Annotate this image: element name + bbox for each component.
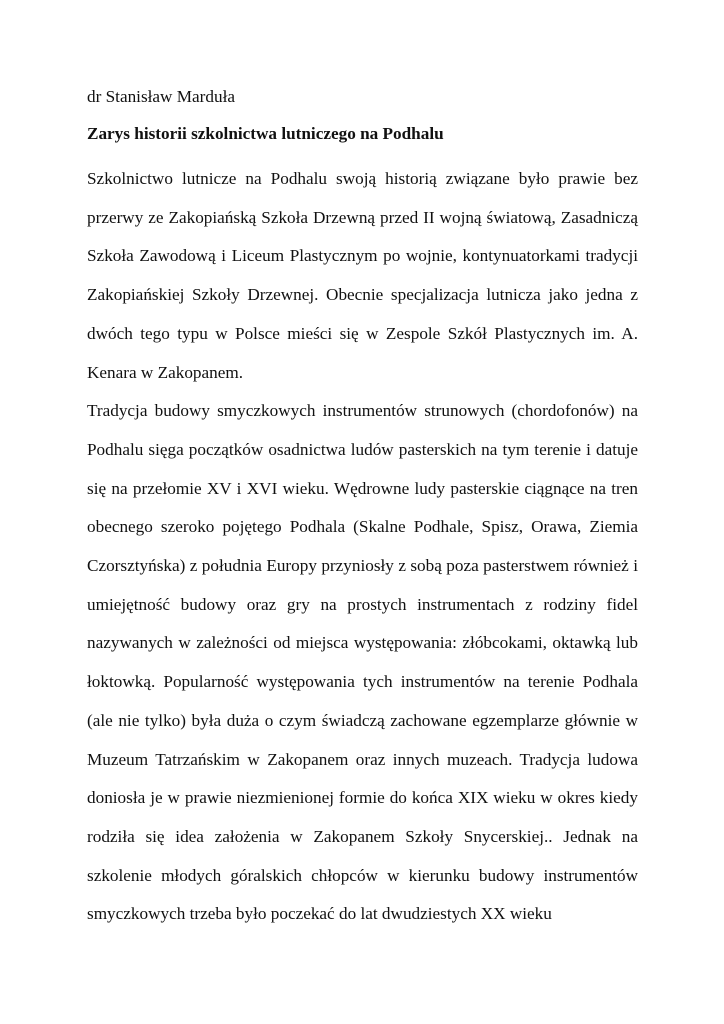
paragraph-1: Szkolnictwo lutnicze na Podhalu swoją historią związane było prawie bez przerwy ze Zakopiańską Szkoła Drzewną przed II wojną światową, Zasadniczą Szkoła Zawodową i Liceum Plastycznym po wojnie, kontynuatorkami tradycji Zakopiańskiej Szkoły Drzewnej. Obecnie specjalizacja lutnicza jako jedna z dwóch tego typu w Polsce mieści się w Zespole Szkół Plastycznych im. A. Kenara w Zakopanem. (87, 169, 638, 382)
paragraph-2: Tradycja budowy smyczkowych instrumentów strunowych (chordofonów) na Podhalu sięga początków osadnictwa ludów pasterskich na tym terenie i datuje się na przełomie XV i XVI wieku. Wędrowne ludy pasterskie ciągnące na tren obecnego szeroko pojętego Podhala (Skalne Podhale, Spisz, Orawa, Ziemia Czorsztyńska) z południa Europy przyniosły z sobą poza pasterstwem również i umiejętność budowy oraz gry na prostych instrumentach z rodziny fidel nazywanych w zależności od miejsca występowania: złóbcokami, oktawką lub łoktowką. Popularność występowania tych instrumentów na terenie Podhala (ale nie tylko) była duża o czym świadczą zachowane egzemplarze głównie w Muzeum Tatrzańskim w Zakopanem oraz innych muzeach. Tradycja ludowa doniosła je w prawie niezmienionej formie do końca XIX wieku w okres kiedy rodziła się idea założenia w Zakopanem Szkoły Snycerskiej.. Jednak na szkolenie młodych góralskich chłopców w kierunku budowy instrumentów smyczkowych trzeba było poczekać do lat dwudziestych XX wieku (87, 401, 638, 924)
document-body (87, 160, 638, 934)
document-title: Zarys historii szkolnictwa lutniczego na Podhalu (87, 124, 444, 143)
author-name: dr Stanisław Marduła (87, 87, 235, 106)
